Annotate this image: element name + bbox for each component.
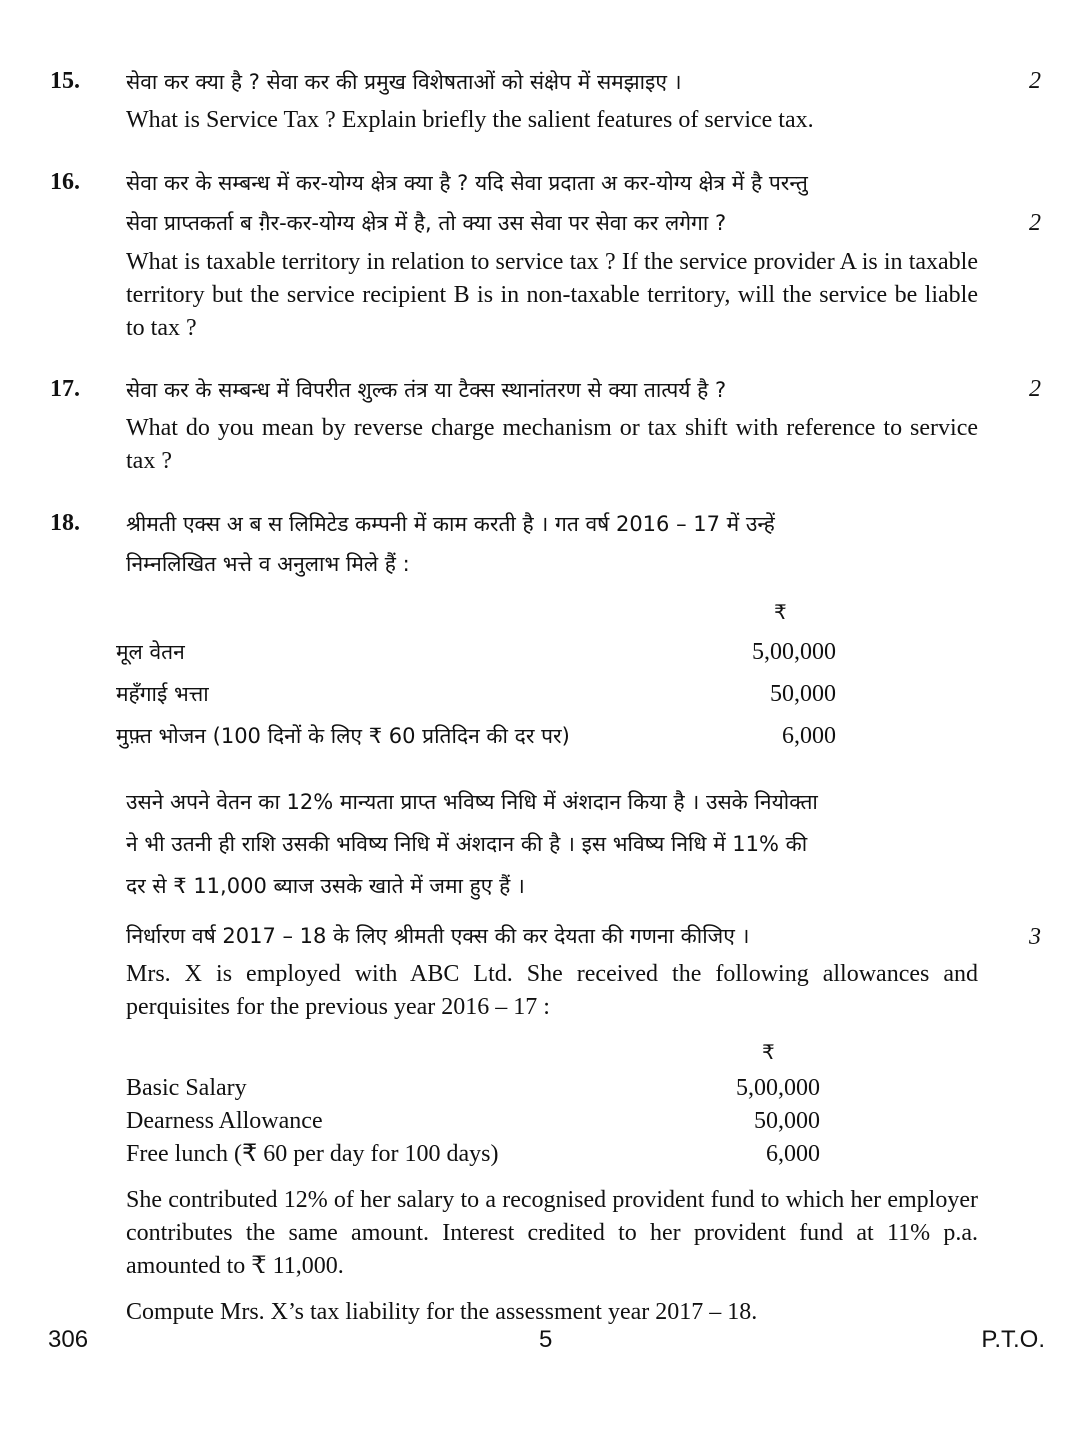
question-17-english: What do you mean by reverse charge mechanism or tax shift with reference to service tax ? [126, 415, 978, 474]
rupee-symbol-hindi-table: ₹ [774, 600, 787, 624]
question-15-hindi: सेवा कर क्या है ? सेवा कर की प्रमुख विशेषताओं को संक्षेप में समझाइए । [126, 70, 682, 94]
hindi-item-label: मूल वेतन [116, 640, 185, 664]
hindi-item-amount: 5,00,000 [752, 639, 836, 665]
english-item-row [126, 1138, 820, 1171]
hindi-item-label: महँगाई भत्ता [116, 682, 209, 706]
question-16-hindi-line1: सेवा कर के सम्बन्ध में कर-योग्य क्षेत्र क्या है ? यदि सेवा प्रदाता अ कर-योग्य क्षेत्र में है परन्तु [126, 171, 808, 195]
hindi-item-row [116, 632, 836, 672]
english-item-amount: 6,000 [766, 1141, 820, 1167]
hindi-item-label: मुफ़्त भोजन (100 दिनों के लिए ₹ 60 प्रतिदिन की दर पर) [116, 724, 570, 748]
english-item-label: Dearness Allowance [126, 1108, 323, 1134]
footer-pto: P.T.O. [981, 1326, 1045, 1353]
hindi-item-amount: 50,000 [770, 681, 836, 707]
footer-paper-code: 306 [48, 1326, 89, 1353]
question-18-english-task: Compute Mrs. X’s tax liability for the assessment year 2017 – 18. [126, 1299, 758, 1325]
footer-page-number: 5 [539, 1326, 553, 1353]
english-item-label: Free lunch (₹ 60 per day for 100 days) [126, 1141, 499, 1167]
english-item-row [126, 1105, 820, 1138]
question-17-marks: 2 [1029, 376, 1041, 402]
question-18-hindi-para-line3: दर से ₹ 11,000 ब्याज उसके खाते में जमा हुए हैं । [126, 874, 525, 898]
question-number-16: 16. [50, 169, 80, 195]
question-18-english-intro: Mrs. X is employed with ABC Ltd. She received the following allowances and perquisites for the previous year 2016 – 17 : [126, 961, 978, 1020]
question-number-17: 17. [50, 376, 80, 402]
question-18-hindi-intro-line1: श्रीमती एक्स अ ब स लिमिटेड कम्पनी में काम करती है । गत वर्ष 2016 – 17 में उन्हें [126, 512, 775, 536]
question-18-english-para: She contributed 12% of her salary to a recognised provident fund to which her employer contributes the same amount. Interest credited to her provident fund at 11% p.a. amounted to ₹ 11,000. [126, 1187, 978, 1279]
hindi-item-row [116, 716, 836, 756]
question-15-english: What is Service Tax ? Explain briefly the salient features of service tax. [126, 107, 814, 133]
question-18-hindi-para-line1: उसने अपने वेतन का 12% मान्यता प्राप्त भविष्य निधि में अंशदान किया है । उसके नियोक्ता [126, 790, 818, 814]
english-item-amount: 50,000 [754, 1108, 820, 1134]
question-18-marks: 3 [1029, 924, 1041, 950]
question-17-hindi: सेवा कर के सम्बन्ध में विपरीत शुल्क तंत्र या टैक्स स्थानांतरण से क्या तात्पर्य है ? [126, 378, 727, 402]
hindi-item-amount: 6,000 [782, 723, 836, 749]
english-item-row [126, 1072, 820, 1105]
question-16-hindi-line2: सेवा प्राप्तकर्ता ब ग़ैर-कर-योग्य क्षेत्र में है, तो क्या उस सेवा पर सेवा कर लगेगा ? [126, 211, 727, 235]
rupee-symbol-english-table: ₹ [762, 1040, 775, 1064]
question-16-english: What is taxable territory in relation to service tax ? If the service provider A is in taxable territory but the service recipient B is in non-taxable territory, will the service be liable to tax ? [126, 249, 978, 341]
hindi-item-row [116, 674, 836, 714]
english-item-amount: 5,00,000 [736, 1075, 820, 1101]
question-number-15: 15. [50, 68, 80, 94]
english-item-label: Basic Salary [126, 1075, 247, 1101]
question-number-18: 18. [50, 510, 80, 536]
question-16-marks: 2 [1029, 210, 1041, 236]
question-18-hindi-para-line2: ने भी उतनी ही राशि उसकी भविष्य निधि में अंशदान की है । इस भविष्य निधि में 11% की [126, 832, 808, 856]
question-18-hindi-intro-line2: निम्नलिखित भत्ते व अनुलाभ मिले हैं : [126, 552, 410, 576]
question-18-hindi-task: निर्धारण वर्ष 2017 – 18 के लिए श्रीमती एक्स की कर देयता की गणना कीजिए । [126, 924, 750, 948]
question-15-marks: 2 [1029, 68, 1041, 94]
